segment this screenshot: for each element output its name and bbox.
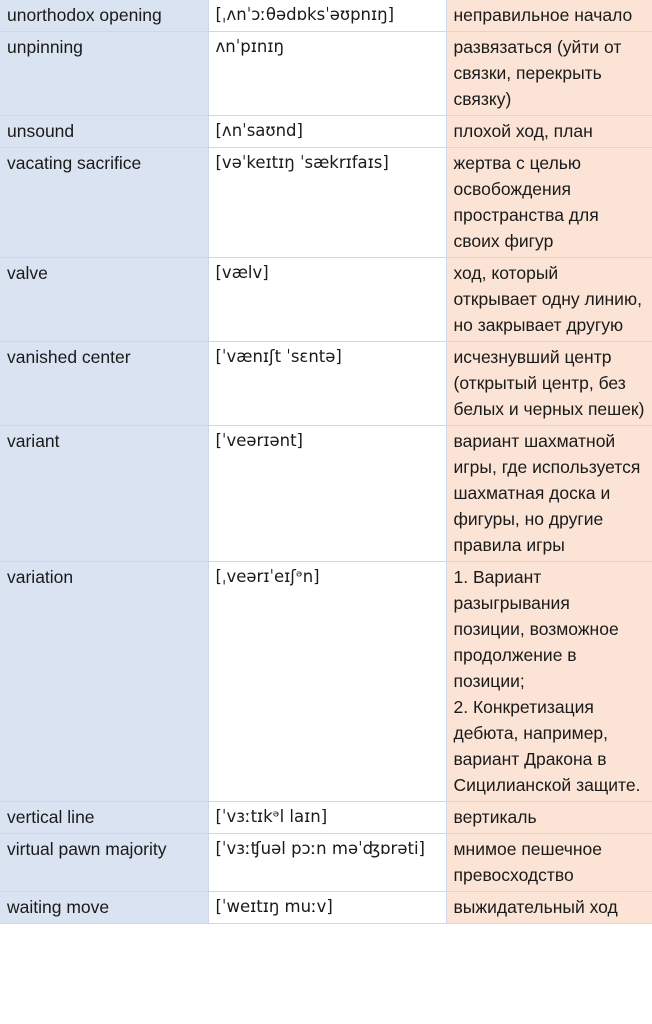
transcription-cell: [ˌʌnˈɔːθədɒksˈəʊpnɪŋ] bbox=[208, 0, 446, 32]
translation-cell bbox=[446, 802, 652, 834]
translation-cell bbox=[446, 562, 652, 802]
translation-cell bbox=[446, 116, 652, 148]
translation-text: мнимое пешечное превосходство bbox=[453, 839, 602, 885]
translation-cell bbox=[446, 426, 652, 562]
term-cell: variation bbox=[0, 562, 208, 802]
term-cell: variant bbox=[0, 426, 208, 562]
table-row bbox=[0, 802, 652, 834]
transcription-cell: [vælv] bbox=[208, 258, 446, 342]
translation-text: выжидательный ход bbox=[453, 897, 618, 917]
translation-cell bbox=[446, 148, 652, 258]
transcription-cell: [ˈvɜːʧuəl pɔːn məˈʤɒrəti] bbox=[208, 834, 446, 892]
table-row bbox=[0, 116, 652, 148]
transcription-cell: [ˈvænɪʃt ˈsɛntə] bbox=[208, 342, 446, 426]
term-cell: waiting move bbox=[0, 892, 208, 924]
table-row bbox=[0, 892, 652, 924]
table-row bbox=[0, 834, 652, 892]
translation-text: 1. Вариант разыгрывания позиции, возможное продолжение в позиции; bbox=[453, 567, 619, 691]
translation-cell bbox=[446, 834, 652, 892]
table-row bbox=[0, 148, 652, 258]
term-cell: vanished center bbox=[0, 342, 208, 426]
table-row bbox=[0, 258, 652, 342]
translation-cell bbox=[446, 0, 652, 32]
translation-cell bbox=[446, 342, 652, 426]
transcription-cell: ʌnˈpɪnɪŋ bbox=[208, 32, 446, 116]
translation-text: плохой ход, план bbox=[453, 121, 593, 141]
table-row bbox=[0, 0, 652, 32]
term-cell: unpinning bbox=[0, 32, 208, 116]
translation-text: ход, который открывает одну линию, но закрывает другую bbox=[453, 263, 642, 335]
transcription-cell: [ˈveərɪənt] bbox=[208, 426, 446, 562]
transcription-cell: [ˌveərɪˈeɪʃᵊn] bbox=[208, 562, 446, 802]
table-row bbox=[0, 32, 652, 116]
transcription-cell: [ʌnˈsaʊnd] bbox=[208, 116, 446, 148]
translation-text: развязаться (уйти от связки, перекрыть связку) bbox=[453, 37, 622, 109]
translation-text: 2. Конкретизация дебюта, например, вариант Дракона в Сицилианской защите. bbox=[453, 697, 641, 795]
translation-cell bbox=[446, 32, 652, 116]
translation-text: вертикаль bbox=[453, 807, 537, 827]
translation-cell bbox=[446, 892, 652, 924]
translation-text: исчезнувший центр (открытый центр, без белых и черных пешек) bbox=[453, 347, 645, 419]
term-cell: vertical line bbox=[0, 802, 208, 834]
table-row bbox=[0, 342, 652, 426]
term-cell: virtual pawn majority bbox=[0, 834, 208, 892]
term-cell: vacating sacrifice bbox=[0, 148, 208, 258]
table-row bbox=[0, 426, 652, 562]
translation-text: жертва с целью освобождения пространства для своих фигур bbox=[453, 153, 599, 251]
transcription-cell: [ˈweɪtɪŋ muːv] bbox=[208, 892, 446, 924]
translation-text: неправильное начало bbox=[453, 5, 633, 25]
translation-cell bbox=[446, 258, 652, 342]
translation-text: вариант шахматной игры, где используется шахматная доска и фигуры, но другие правила игры bbox=[453, 431, 641, 555]
transcription-cell: [vəˈkeɪtɪŋ ˈsækrɪfaɪs] bbox=[208, 148, 446, 258]
term-cell: valve bbox=[0, 258, 208, 342]
table-row bbox=[0, 562, 652, 802]
term-cell: unsound bbox=[0, 116, 208, 148]
transcription-cell: [ˈvɜːtɪkᵊl laɪn] bbox=[208, 802, 446, 834]
term-cell: unorthodox opening bbox=[0, 0, 208, 32]
